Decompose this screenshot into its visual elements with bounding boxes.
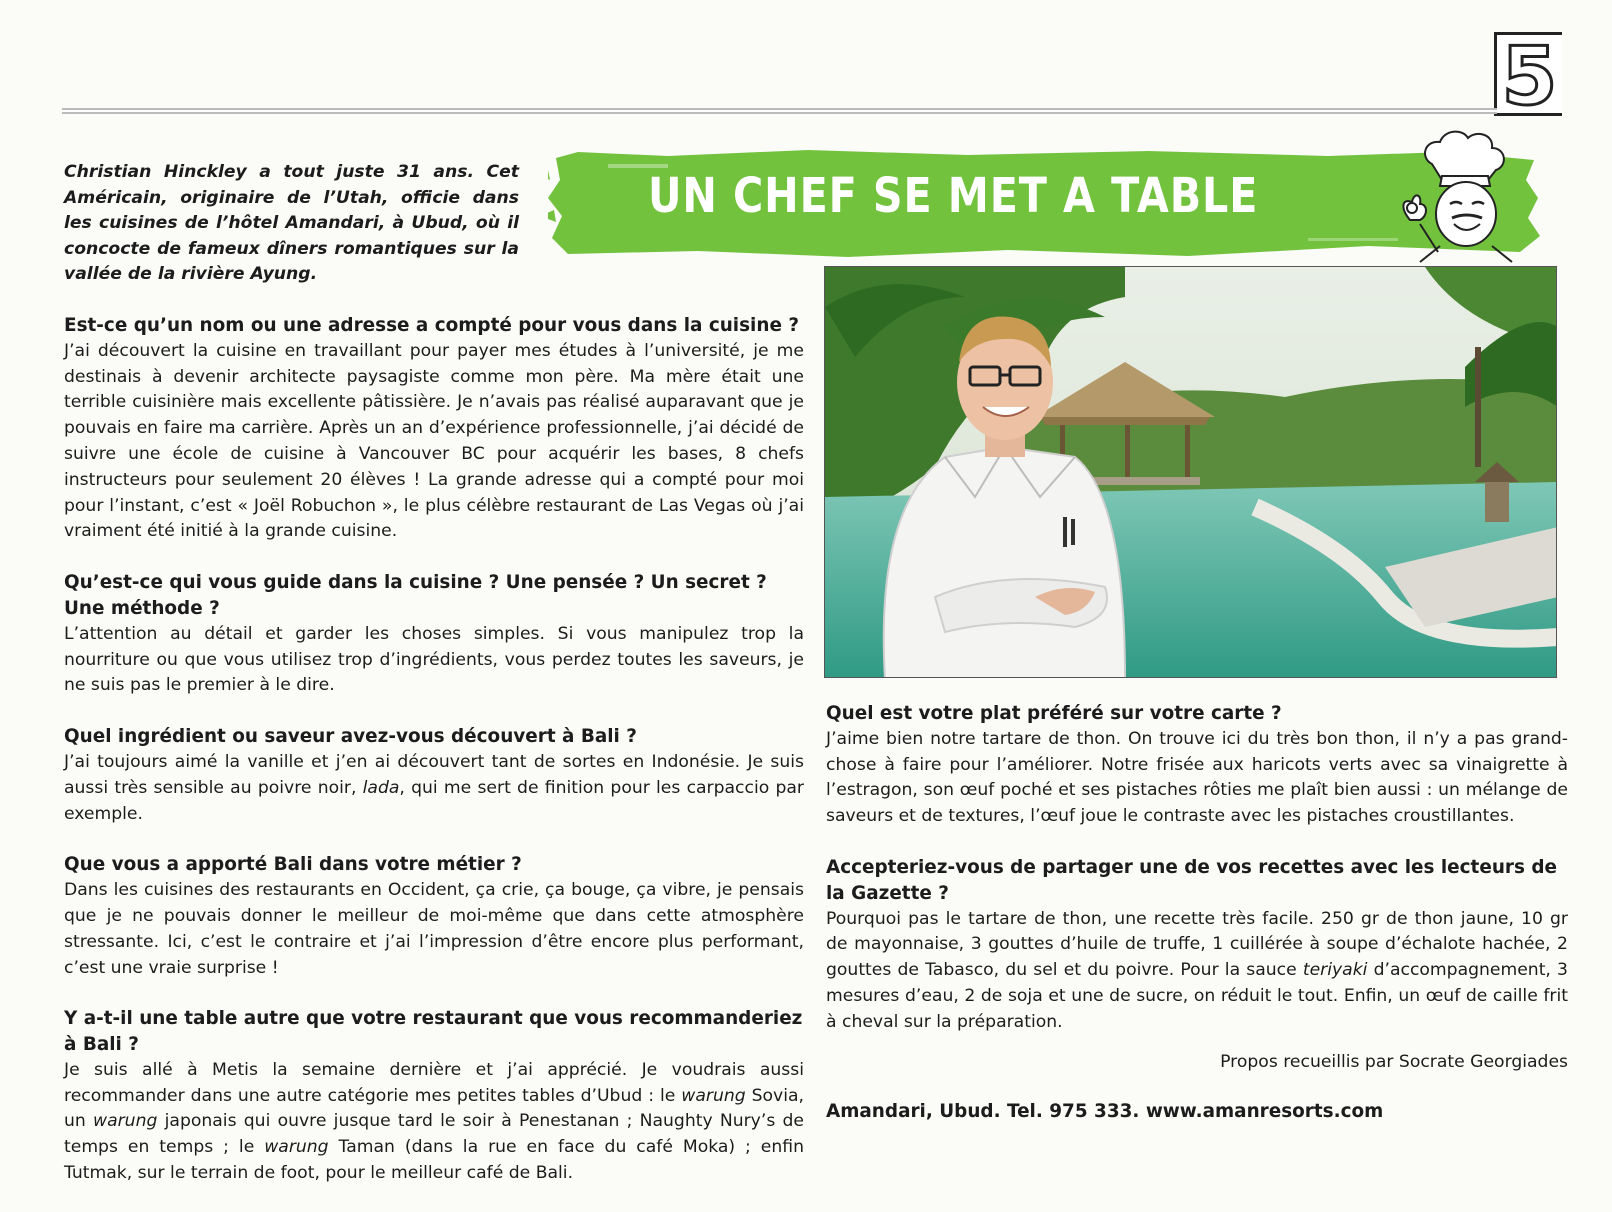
answer-1: J’ai découvert la cuisine en travaillant pour payer mes études à l’université, je me destinais à devenir architecte paysagiste comme mon père. Ma mère était une terrible cuisinière mais excellente pâtissière. Je n’avais pas réalisé auparavant que je pouvais en faire ma carrière. Après un an d’expérience professionnelle, j’ai décidé de suivre une école de cuisine à Vancouver BC pour acquérir les bases, 8 chefs instructeurs pour seulement 20 élèves ! La grande adresse qui a compté pour moi pour l’instant, c’est « Joël Robuchon », le plus célèbre restaurant de Las Vegas où j’ai vraiment été initié à la grande cuisine. [64, 340, 804, 542]
chef-photo [824, 266, 1557, 678]
top-rule [62, 108, 1497, 114]
left-column [64, 160, 804, 1212]
page-number: 5 [1494, 32, 1562, 116]
question-5: Y a-t-il une table autre que votre restaurant que vous recommanderiez à Bali ? [64, 1008, 803, 1056]
question-2: Qu’est-ce qui vous guide dans la cuisine ? Une pensée ? Un secret ? Une méthode ? [64, 572, 767, 619]
question-4: Que vous a apporté Bali dans votre métier ? [64, 854, 522, 876]
question-3: Quel ingrédient ou saveur avez-vous découvert à Bali ? [64, 726, 637, 748]
answer-7: Pourquoi pas le tartare de thon, une recette très facile. 250 gr de thon jaune, 10 gr de mayonnaise, 3 gouttes d’huile de truffe, 1 cuillérée à soupe d’échalote hachée, 2 gouttes de Tabasco, du sel et du poivre. Pour la sauce teriyaki d’accompagnement, 3 mesures d’eau, 2 de soja et une de sucre, on réduit le tout. Enfin, un œuf de caille frit à cheval sur la préparation. [826, 908, 1568, 1032]
contact-info: Amandari, Ubud. Tel. 975 333. www.amanresorts.com [826, 1101, 1384, 1123]
right-column [826, 701, 1568, 1125]
intro-paragraph: Christian Hinckley a tout juste 31 ans. Cet Américain, originaire de l’Utah, officie dans les cuisines de l’hôtel Amandari, à Ubud, où il concocte de fameux dîners romantiques sur la vallée de la rivière Ayung. [64, 162, 519, 285]
article-title: UN CHEF SE MET A TABLE [648, 168, 1259, 224]
answer-3: J’ai toujours aimé la vanille et j’en ai découvert tant de sortes en Indonésie. Je suis aussi très sensible au poivre noir, lada, qui me sert de finition pour les carpaccio par exemple. [64, 751, 804, 824]
answer-5: Je suis allé à Metis la semaine dernière et j’ai apprécié. Je voudrais aussi recommander dans une autre catégorie mes petites tables d’Ubud : le warung Sovia, un warung japonais qui ouvre jusque tard le soir à Penestanan ; Naughty Nury’s de temps en temps ; le warung Taman (dans la rue en face du café Moka) ; enfin Tutmak, sur le terrain de foot, pour le meilleur café de Bali. [64, 1059, 804, 1184]
question-6: Quel est votre plat préféré sur votre carte ? [826, 703, 1282, 724]
chef-mascot-icon [1380, 128, 1540, 268]
answer-4: Dans les cuisines des restaurants en Occident, ça crie, ça bouge, ça vibre, je pensais que je ne pouvais donner le meilleur de moi-même que dans cette atmosphère stressante. Ici, c’est le contraire et j’ai l’impression d’être encore plus performant, c’est une vraie surprise ! [64, 880, 804, 978]
author-credit: Propos recueillis par Socrate Georgiades [1220, 1051, 1568, 1072]
answer-6: J’aime bien notre tartare de thon. On trouve ici du très bon thon, il n’y a pas grand-chose à faire pour l’améliorer. Notre frisée aux haricots verts avec sa vinaigrette à l’estragon, son œuf poché et ses pistaches rôties me plaît bien aussi : un mélange de saveurs et de textures, l’œuf joue le contraste avec les pistaches croustillantes. [826, 728, 1568, 827]
question-7: Accepteriez-vous de partager une de vos recettes avec les lecteurs de la Gazette ? [826, 856, 1557, 904]
answer-2: L’attention au détail et garder les choses simples. Si vous manipulez trop la nourriture ou que vous utilisez trop d’ingrédients, vous perdez toutes les saveurs, je ne suis pas le premier à le dire. [64, 623, 804, 696]
question-1: Est-ce qu’un nom ou une adresse a compté pour vous dans la cuisine ? [64, 314, 799, 336]
